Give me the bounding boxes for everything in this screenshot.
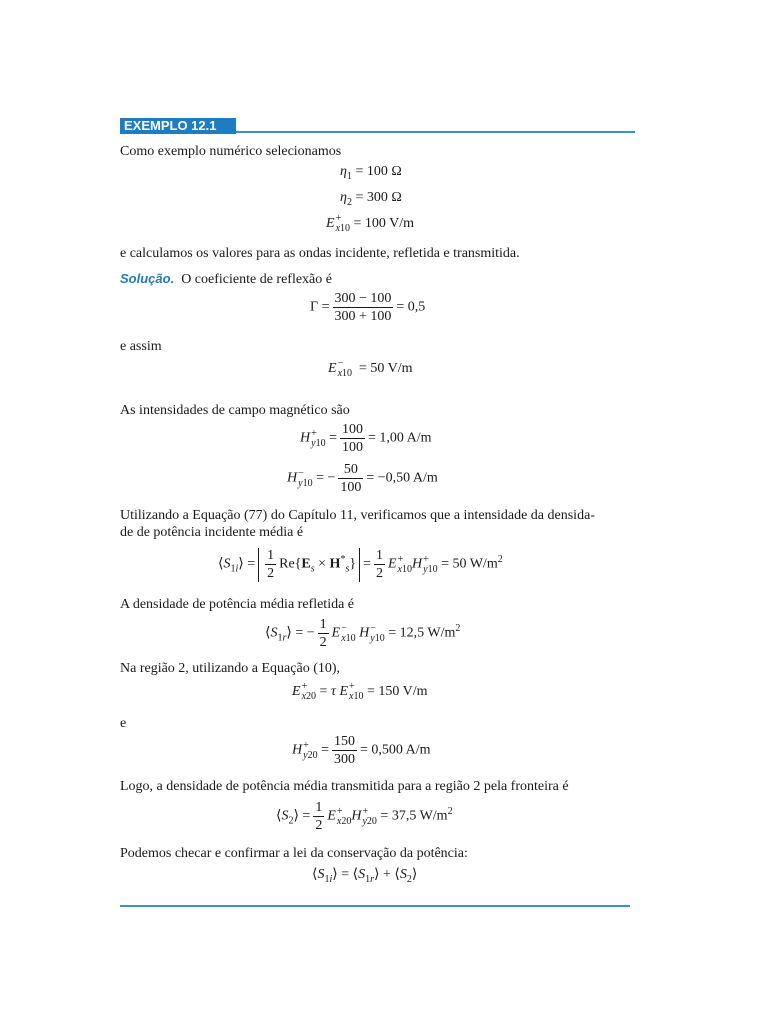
eq-s1r: $⟨S_{1r}⟩$ = − $\frac{1}{2}$ E − x10 H − y10 = 12,5 $W/m^2$ — [265, 617, 461, 650]
eq-ex10-minus: E − x10 = 50 V/m — [328, 358, 413, 379]
header-rule — [236, 131, 635, 133]
logo-text: Logo, a densidade de potência média transmitida para a região 2 pela fronteira é — [120, 779, 569, 794]
solution-label: Solução. — [120, 271, 175, 286]
eq-s1i: $⟨S_{1i}⟩$ = $\frac{1}{2}$ $Re\{E_s \times H^*_s\}$ = $\frac{1}{2}$ E + x10 H + y10 = 50 $W/m^2$ — [218, 548, 503, 581]
eq-gamma: Γ = $\frac{300 - 100}{300 + 100}$ = 0,5 — [310, 291, 426, 324]
util-text-2: de de potência incidente média é — [120, 525, 304, 540]
regiao-text: Na região 2, utilizando a Equação (10), — [120, 661, 341, 676]
e-assim-text: e assim — [120, 339, 162, 354]
eq-conservation: $⟨S_{1i}⟩$ = $⟨S_{1r}⟩$ + $⟨S_2⟩$ — [312, 867, 418, 885]
eq-hy10-minus: H − y10 = − $\frac{50}{100}$ = −0,50 A/m — [287, 462, 438, 495]
intro-text: Como exemplo numérico selecionamos — [120, 144, 342, 159]
eq-ex10: E + x10 = 100 V/m — [326, 213, 415, 234]
footer-rule — [120, 905, 630, 907]
example-label: EXEMPLO 12.1 — [120, 118, 236, 134]
util-text-1: Utilizando a Equação (77) do Capítulo 11, verificamos que a intensidade da densida- — [120, 508, 595, 523]
eq-hy20: H + y20 = $\frac{150}{300}$ = 0,500 A/m — [292, 734, 431, 767]
example-header — [120, 118, 635, 134]
refl-text: A densidade de potência média refletida é — [120, 597, 355, 612]
eq-eta1: $\eta_1 = 100$ Ω — [340, 164, 402, 182]
eq-s2: $⟨S_2⟩$ = $\frac{1}{2}$ E + x20 H + y20 = 37,5 $W/m^2$ — [276, 800, 453, 833]
magnetic-text: As intensidades de campo magnético são — [120, 403, 350, 418]
solution-line: Solução. O coeficiente de reflexão é — [120, 271, 332, 287]
calc-text: e calculamos os valores para as ondas incidente, refletida e transmitida. — [120, 246, 520, 261]
eq-hy10-plus: H + y10 = $\frac{100}{100}$ = 1,00 A/m — [300, 422, 432, 455]
e-text: e — [120, 716, 127, 731]
eq-ex20: E + x20 = τ E + x10 = 150 V/m — [292, 681, 428, 702]
eq-eta2: $\eta_2 = 300$ Ω — [340, 190, 402, 208]
check-text: Podemos checar e confirmar a lei da conservação da potência: — [120, 846, 468, 861]
